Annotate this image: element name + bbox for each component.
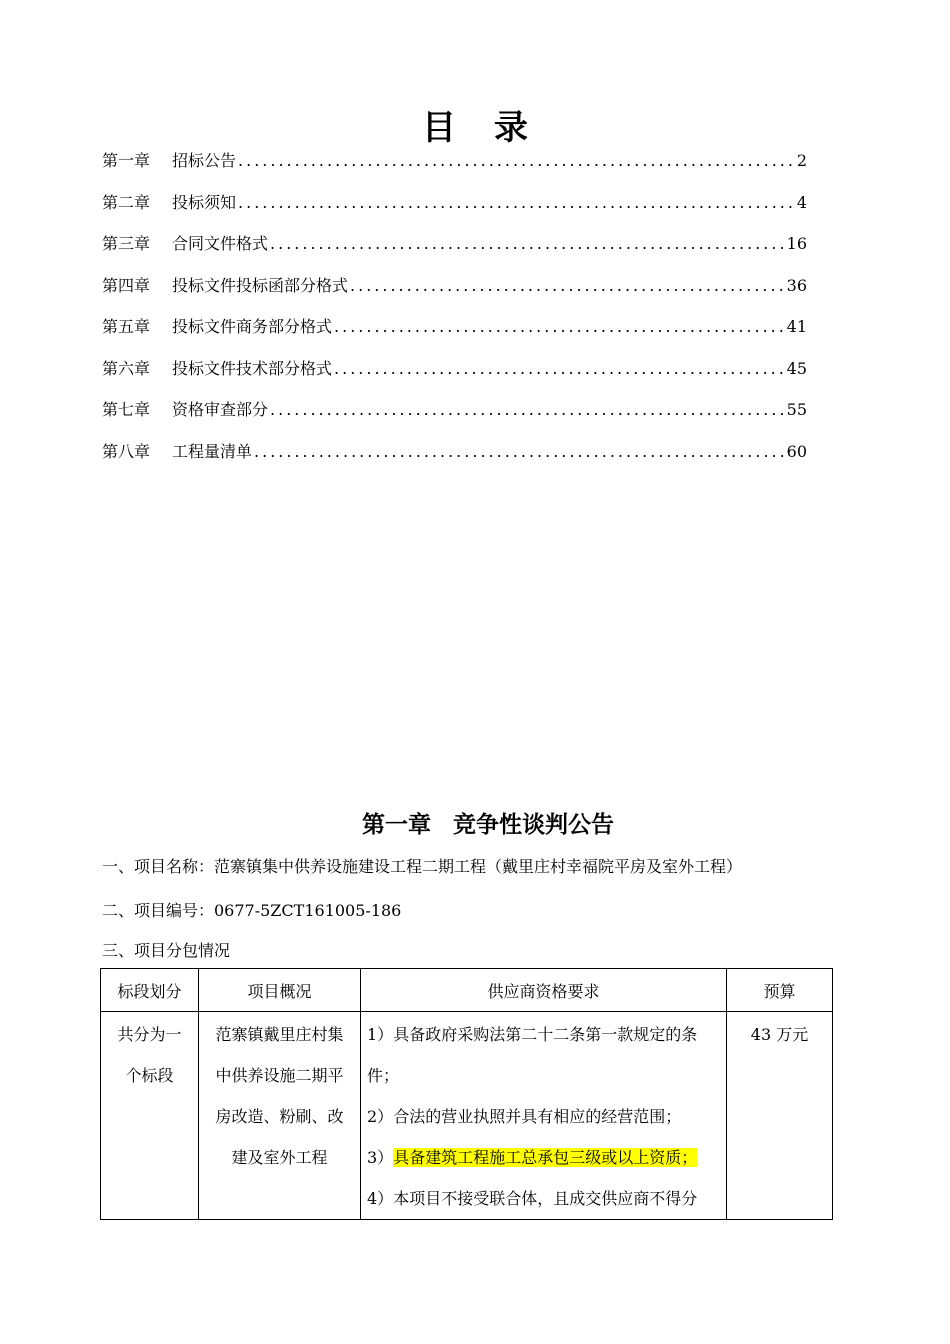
- header-requirements: 供应商资格要求: [361, 969, 727, 1012]
- toc-page: 55: [786, 400, 807, 419]
- toc-item[interactable]: [102, 350, 807, 392]
- requirement-prefix: 2）: [367, 1107, 394, 1126]
- cell-section: [101, 1012, 199, 1220]
- toc-chapter: 第四章: [102, 275, 151, 295]
- toc-chapter: 第二章: [102, 192, 151, 212]
- requirement-line: [367, 1137, 720, 1178]
- requirement-line: [367, 1014, 720, 1055]
- toc-name: 投标须知: [172, 192, 237, 212]
- toc-name: 投标文件商务部分格式: [172, 317, 333, 336]
- requirement-text: 具备政府采购法第二十二条第一款规定的条: [393, 1025, 698, 1044]
- toc-leader: [270, 225, 785, 263]
- project-name: 一、项目名称：范寨镇集中供养设施建设工程二期工程（戴里庄村幸福院平房及室外工程）: [102, 857, 743, 876]
- toc-leader: [238, 184, 795, 222]
- toc-leader: [334, 308, 785, 346]
- section-line: 个标段: [125, 1066, 174, 1085]
- toc-chapter: 第七章: [102, 400, 151, 419]
- requirement-line: [367, 1055, 720, 1096]
- toc-name: 合同文件格式: [172, 234, 269, 253]
- requirement-prefix: 3）: [367, 1148, 394, 1167]
- requirement-line: [367, 1178, 720, 1219]
- toc-chapter: 第八章: [102, 441, 151, 461]
- cell-overview: [199, 1012, 361, 1220]
- toc-item[interactable]: [102, 225, 807, 267]
- requirement-text-highlighted: 具备建筑工程施工总承包三级或以上资质；: [393, 1148, 698, 1167]
- toc-item[interactable]: [102, 142, 807, 184]
- table-row: [101, 1012, 833, 1220]
- toc-leader: [270, 391, 785, 429]
- toc-chapter: 第三章: [102, 234, 151, 253]
- table-of-contents: [102, 142, 807, 474]
- overview-line: 建及室外工程: [231, 1148, 328, 1167]
- chapter-number: 第一章: [362, 811, 431, 838]
- toc-name: 工程量清单: [172, 441, 253, 461]
- toc-item[interactable]: [102, 308, 807, 350]
- toc-page: 45: [786, 358, 807, 378]
- toc-item[interactable]: [102, 184, 807, 226]
- toc-title: 目录: [422, 108, 566, 148]
- toc-leader: [238, 142, 795, 180]
- toc-page: 36: [786, 275, 807, 295]
- chapter-heading: 竞争性谈判公告: [453, 811, 614, 838]
- package-table: [100, 968, 833, 1220]
- package-heading: 三、项目分包情况: [102, 941, 231, 960]
- toc-name: 资格审查部分: [172, 400, 269, 419]
- requirement-prefix: 4）: [367, 1189, 394, 1208]
- toc-leader: [350, 267, 785, 305]
- chapter-title: [0, 806, 950, 839]
- header-overview: 项目概况: [199, 969, 361, 1012]
- toc-page: 16: [786, 234, 807, 253]
- requirement-text: 合法的营业执照并具有相应的经营范围；: [393, 1107, 682, 1126]
- requirement-prefix: 1）: [367, 1025, 394, 1044]
- toc-item[interactable]: [102, 267, 807, 309]
- toc-chapter: 第六章: [102, 358, 151, 378]
- toc-leader: [254, 433, 785, 471]
- toc-name: 投标文件投标函部分格式: [172, 275, 349, 295]
- header-section: 标段划分: [101, 969, 199, 1012]
- toc-item[interactable]: [102, 391, 807, 433]
- overview-line: 范寨镇戴里庄村集: [215, 1025, 344, 1044]
- section-line: 共分为一: [117, 1025, 182, 1044]
- toc-page: 60: [786, 441, 807, 461]
- table-header-row: [101, 969, 833, 1012]
- overview-line: 房改造、粉刷、改: [215, 1107, 344, 1126]
- toc-leader: [334, 350, 785, 388]
- toc-item[interactable]: [102, 433, 807, 475]
- toc-name: 招标公告: [172, 151, 237, 170]
- toc-page: 41: [786, 317, 807, 336]
- toc-chapter: 第一章: [102, 151, 151, 170]
- toc-chapter: 第五章: [102, 317, 151, 336]
- project-code: 二、项目编号：0677-5ZCT161005-186: [102, 901, 402, 920]
- toc-name: 投标文件技术部分格式: [172, 358, 333, 378]
- toc-page: 2: [796, 151, 807, 170]
- requirement-line: [367, 1096, 720, 1137]
- toc-page: 4: [796, 192, 807, 212]
- cell-budget: 43 万元: [727, 1012, 833, 1220]
- header-budget: 预算: [727, 969, 833, 1012]
- requirement-text: 件；: [367, 1066, 400, 1085]
- cell-requirements: [361, 1012, 727, 1220]
- requirement-text: 本项目不接受联合体，且成交供应商不得分: [393, 1189, 698, 1208]
- overview-line: 中供养设施二期平: [215, 1066, 344, 1085]
